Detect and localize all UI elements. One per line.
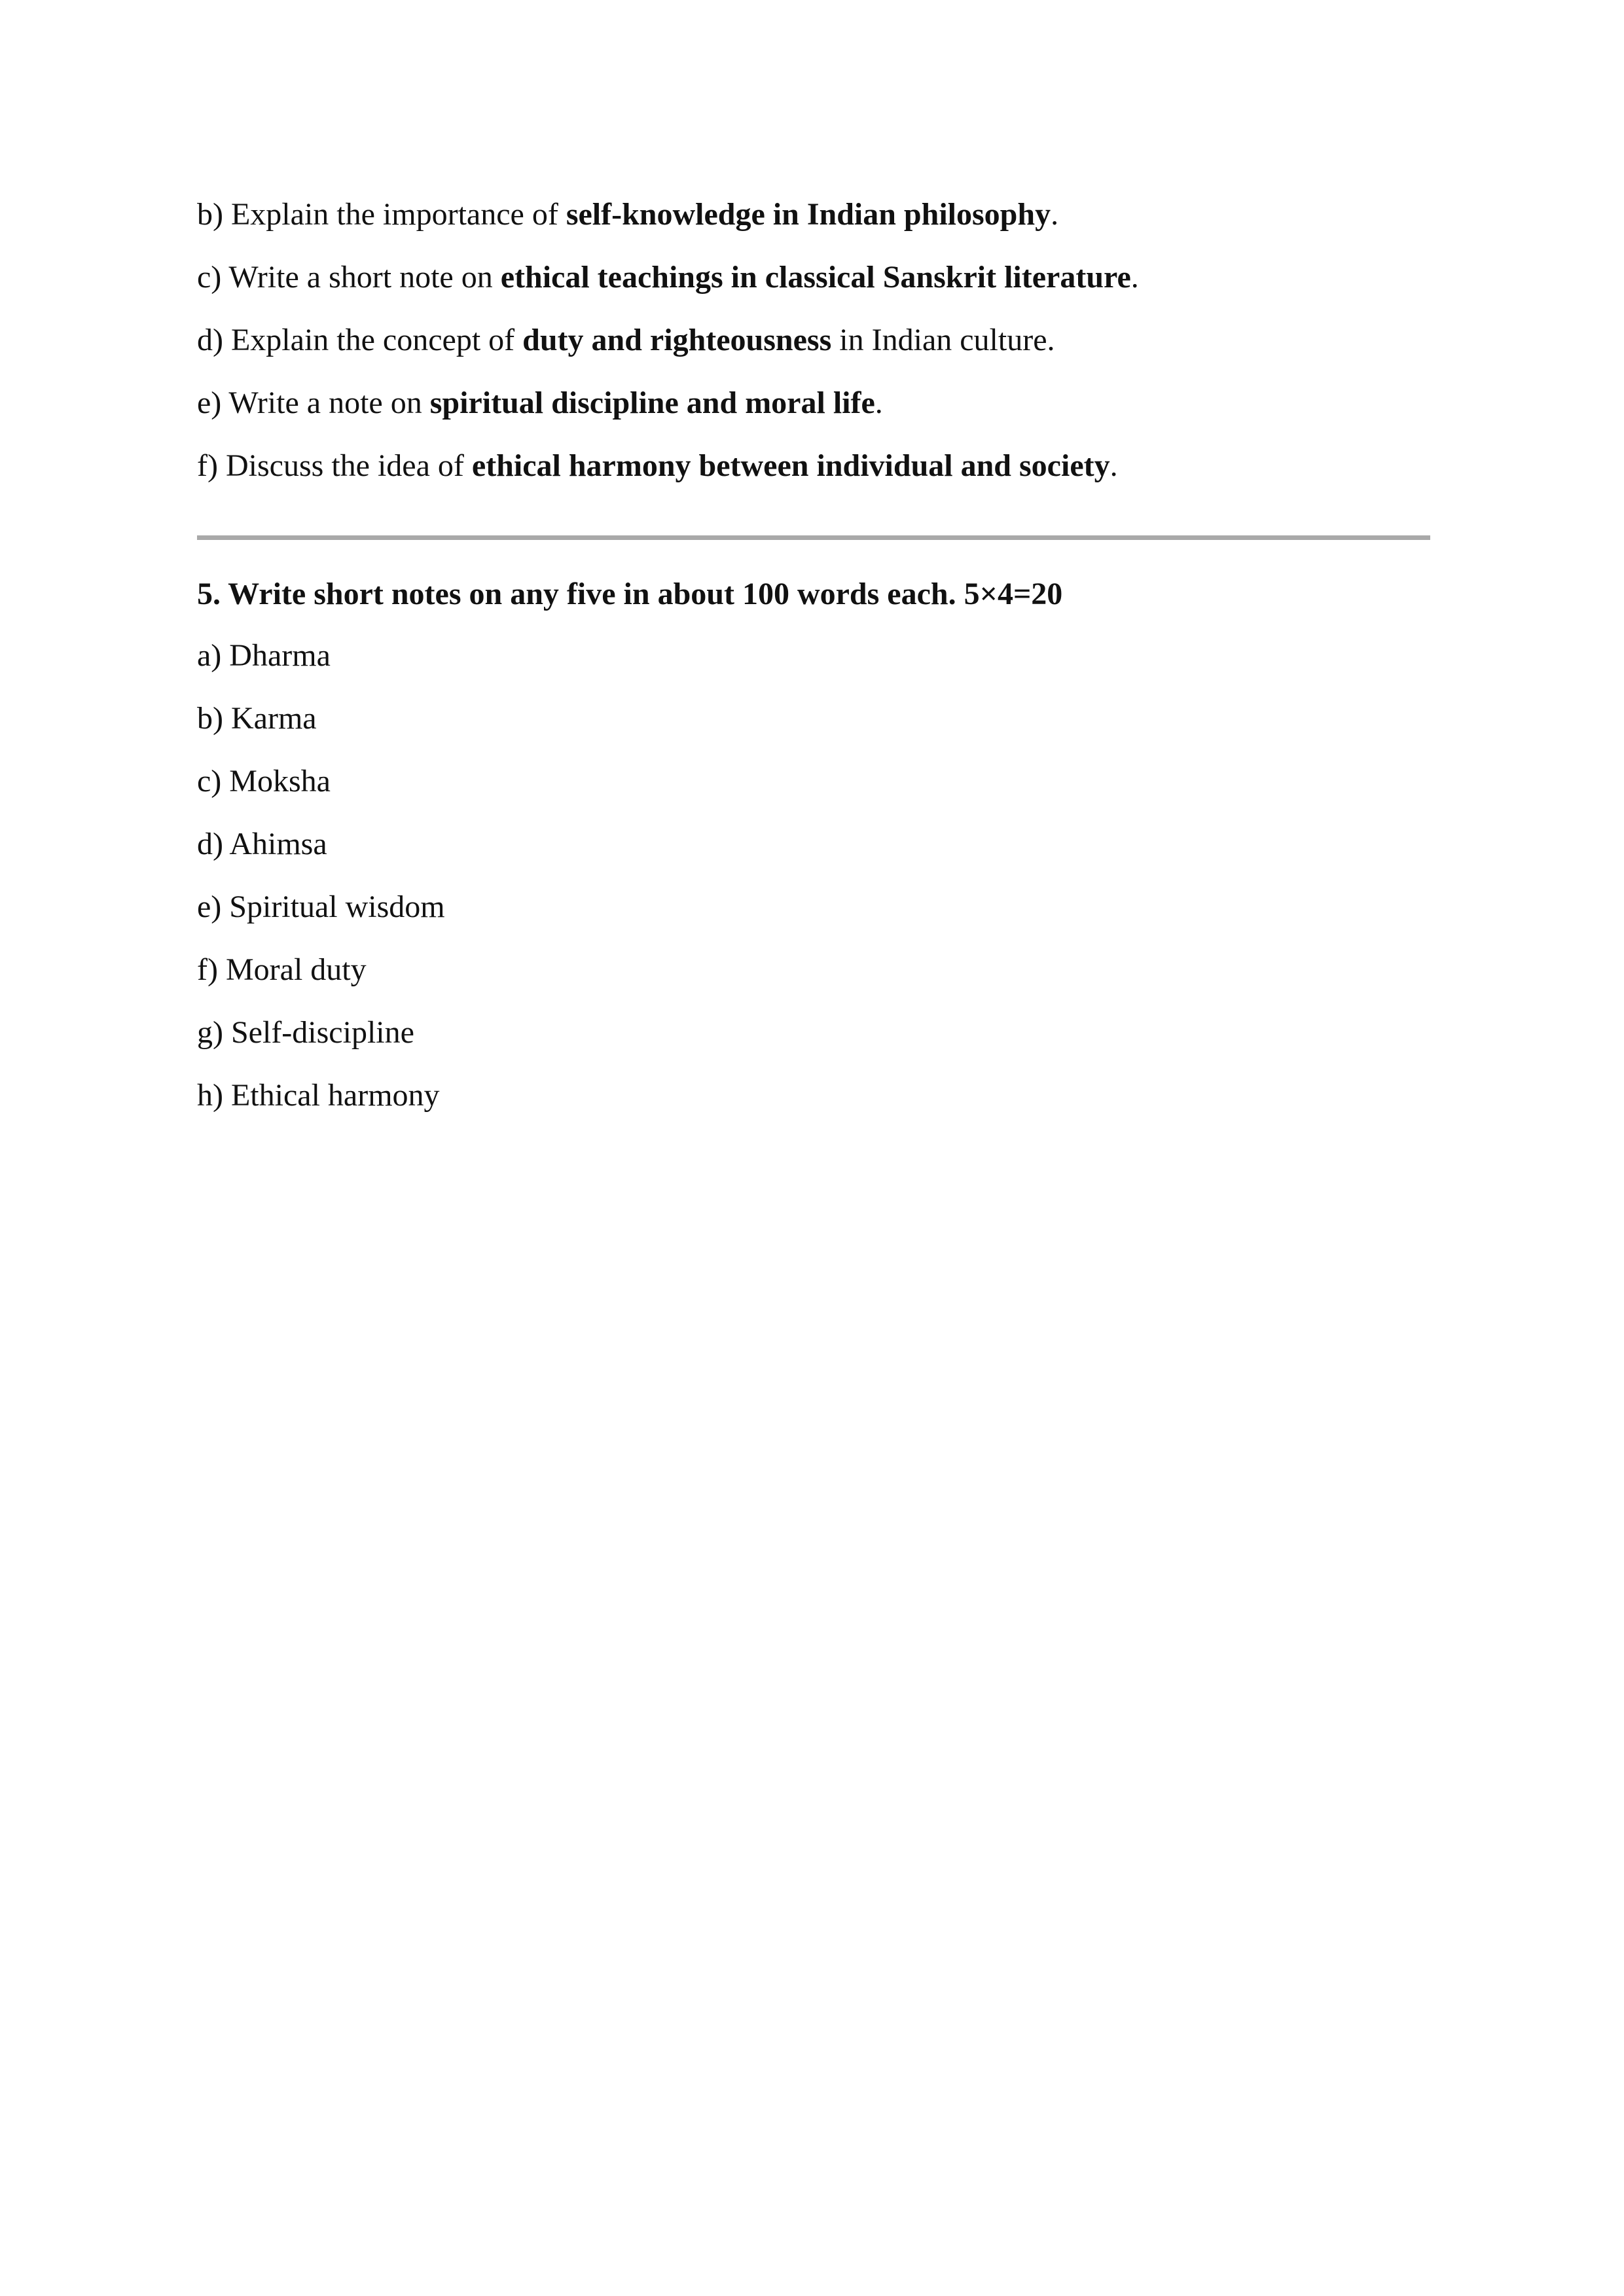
question-4d — [197, 325, 1055, 356]
note-item-b: b) Karma — [197, 701, 317, 736]
question-4e-emphasis: spiritual discipline and moral life — [429, 386, 875, 420]
question-5-heading: 5. Write short notes on any five in about 100 words each. 5×4=20 — [197, 577, 1063, 611]
note-item-g: g) Self-discipline — [197, 1015, 414, 1050]
question-4c — [197, 262, 1139, 293]
question-4e — [197, 387, 883, 419]
note-item-h: h) Ethical harmony — [197, 1078, 440, 1113]
question-4b — [197, 199, 1058, 230]
section-divider — [197, 535, 1430, 540]
question-4b-end: . — [1051, 197, 1059, 232]
question-4c-text: c) Write a short note on — [197, 260, 501, 295]
note-item-d: d) Ahimsa — [197, 827, 327, 861]
question-4e-text: e) Write a note on — [197, 386, 430, 420]
question-4f-emphasis: ethical harmony between individual and society — [471, 448, 1110, 483]
question-4c-end: . — [1130, 260, 1139, 295]
note-item-e: e) Spiritual wisdom — [197, 889, 445, 924]
question-4c-emphasis: ethical teachings in classical Sanskrit literature — [500, 260, 1131, 295]
question-4d-text: d) Explain the concept of — [197, 323, 523, 357]
question-4f-text: f) Discuss the idea of — [197, 448, 472, 483]
question-4d-end: in Indian culture. — [831, 323, 1055, 357]
note-item-a: a) Dharma — [197, 638, 331, 673]
question-4e-end: . — [875, 386, 883, 420]
question-4d-emphasis: duty and righteousness — [522, 323, 832, 357]
question-4f — [197, 450, 1118, 482]
note-item-c: c) Moksha — [197, 764, 331, 798]
question-4b-text: b) Explain the importance of — [197, 197, 566, 232]
question-4b-emphasis: self-knowledge in Indian philosophy — [566, 197, 1051, 232]
question-4f-end: . — [1110, 448, 1118, 483]
note-item-f: f) Moral duty — [197, 952, 367, 987]
